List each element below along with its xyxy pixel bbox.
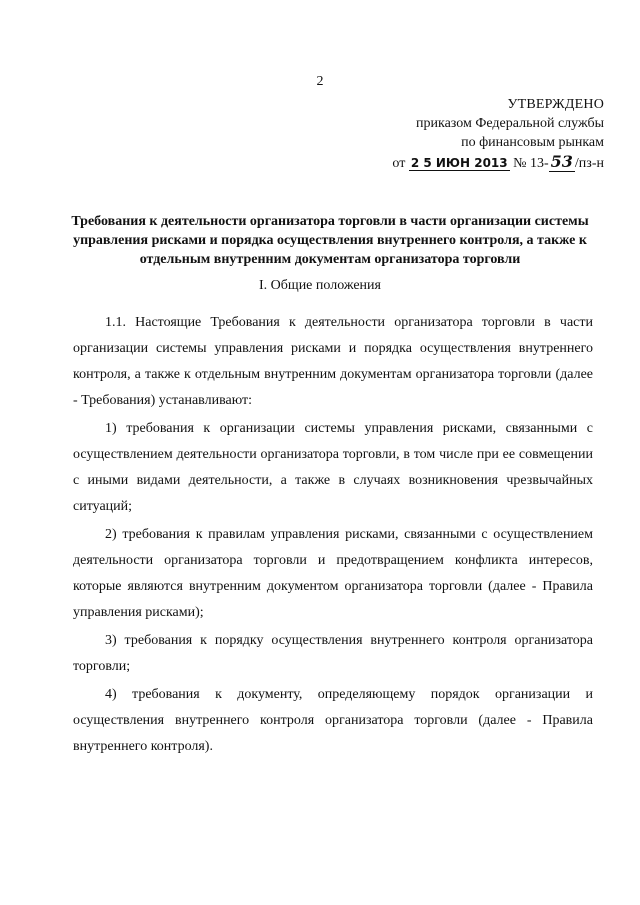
document-title: Требования к деятельности организатора торговли в части организации системы управления рисками и порядка осуществления внутреннего контроля, а также к отдельным внутренним документам организатора торговли bbox=[71, 214, 589, 267]
approval-block bbox=[0, 95, 604, 173]
approval-line-1: приказом Федеральной службы bbox=[416, 116, 604, 131]
approval-date-line bbox=[0, 152, 604, 173]
approval-line-2: по финансовым рынкам bbox=[461, 135, 604, 150]
document-body bbox=[73, 310, 593, 762]
order-number-handwritten: 53 bbox=[550, 152, 573, 171]
approval-title: УТВЕРЖДЕНО bbox=[507, 97, 604, 112]
paragraph-1-1: 1.1. Настоящие Требования к деятельности организатора торговли в части организации системы управления рисками и порядка осуществления внутреннего контроля, а также к отдельным внутренним документам организатора торговли (далее - Требования) устанавливают: bbox=[73, 315, 593, 408]
page-number: 2 bbox=[316, 74, 324, 89]
date-prefix: от bbox=[392, 156, 406, 171]
order-date-stamp: 2 5 ИЮН 2013 bbox=[410, 156, 508, 170]
paragraph-item-3: 3) требования к порядку осуществления внутреннего контроля организатора торговли; bbox=[73, 633, 593, 674]
number-suffix: /пз-н bbox=[574, 156, 604, 171]
paragraph-item-4: 4) требования к документу, определяющему порядок организации и осуществления внутреннего контроля организатора торговли (далее - Правила внутреннего контроля). bbox=[73, 687, 593, 754]
section-heading: I. Общие положения bbox=[259, 278, 381, 293]
paragraph-item-2: 2) требования к правилам управления рисками, связанными с осуществлением деятельности организатора торговли и предотвращением конфликта интересов, которые являются внутренним документом организатора торговли (далее - Правила управления рисками); bbox=[73, 527, 593, 620]
paragraph-item-1: 1) требования к организации системы управления рисками, связанными с осуществлением деятельности организатора торговли, в том числе при ее совмещении с иными видами деятельности, а также в случаях возникновения чрезвычайных ситуаций; bbox=[73, 421, 593, 514]
number-prefix: № 13- bbox=[513, 156, 549, 171]
